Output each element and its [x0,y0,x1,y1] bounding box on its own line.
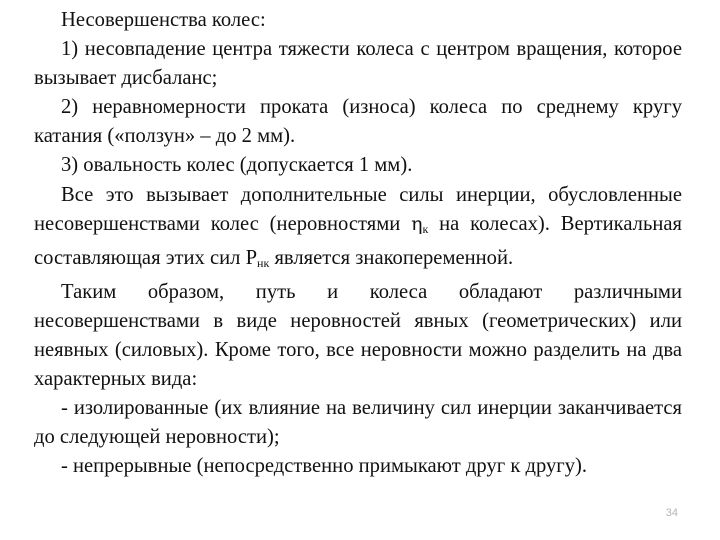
paragraph-inertia-part-1: Все это вызывает дополнительные силы инерции, обусловленные несовершенствами колес (неровностями [34,183,682,235]
paragraph-item-2: 2) неравномерности проката (износа) колеса по среднему кругу катания («ползун» – до 2 мм). [34,96,682,148]
p-subscript: нк [257,255,270,270]
eta-symbol: η [411,212,423,235]
paragraph-item-1: 1) несовпадение центра тяжести колеса с центром вращения, которое вызывает дисбаланс; [34,38,682,90]
paragraph-inertia-part-2: на колесах). Вертикальная составляющая этих сил P [34,212,682,269]
slide-text [34,6,682,482]
page-number: 34 [665,507,678,519]
paragraph-heading: Несовершенства колес: [61,9,266,31]
eta-subscript: к [422,221,429,236]
paragraph-inertia [34,181,682,278]
paragraph-continuous: - непрерывные (непосредственно примыкают друг к другу). [61,455,588,478]
paragraph-inertia-part-3: является знакопеременной. [269,246,514,269]
paragraph-item-3: 3) овальность колес (допускается 1 мм). [61,154,413,177]
paragraph-isolated: - изолированные (их влияние на величину сил инерции заканчивается до следующей неровности); [34,397,682,449]
paragraph-summary: Таким образом, путь и колеса обладают различными несовершенствами в виде неровностей явных (геометрических) или неявных (силовых). Кроме того, все неровности можно разделить на два характерных вида: [34,280,682,391]
